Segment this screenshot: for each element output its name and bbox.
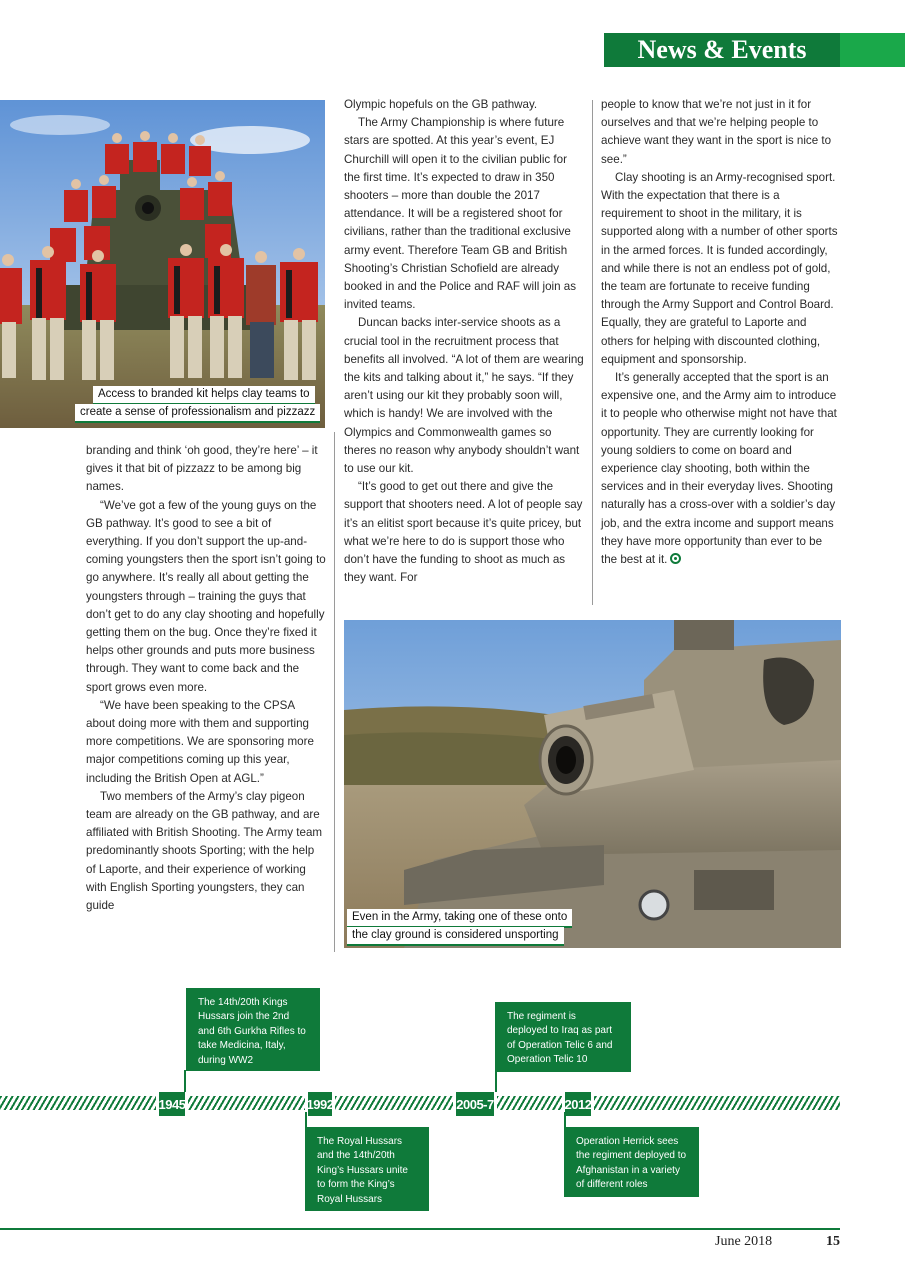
article-paragraph <box>601 169 841 369</box>
tank-photo <box>344 620 841 948</box>
footer-date: June 2018 <box>715 1234 773 1249</box>
team-photo <box>0 100 325 428</box>
article-column-1 <box>86 442 326 915</box>
article-paragraph-text: It’s generally accepted that the sport is an expensive one, and the Army aim to introduce it to people who otherwise might not have that opportunity. They are currently looking for young soldiers to come on board and experience clay shooting, both within the services and in their everyday lives. Shooting naturally has a cross-over with a soldier’s day job, and the extra income and support means they have more opportunity than ever to be the best at it. <box>601 371 837 567</box>
article-paragraph: branding and think ‘oh good, they’re here’ – it gives it that bit of pizzazz to be among big names. <box>86 444 318 494</box>
footer-rule <box>0 1228 840 1230</box>
timeline-event-2005-7: The regiment is deployed to Iraq as part of Operation Telic 6 and Operation Telic 10 <box>495 1002 631 1072</box>
article-paragraph: Two members of the Army’s clay pigeon team are already on the GB pathway, and are affiliated with British Shooting. The Army team predominantly shoots Sporting; with the help of Laporte, and their experience of working with English Sporting youngsters, they can guide <box>86 789 323 913</box>
timeline-year-2012: 2012 <box>562 1092 594 1116</box>
article-column-2 <box>344 96 584 587</box>
article-paragraph: people to know that we’re not just in it for ourselves and that we’re helping people to achieve want they want in the sport is nice to see.” <box>601 98 832 166</box>
article-paragraph: “We’ve got a few of the young guys on the GB pathway. It’s good to see a bit of everything. If you don’t support the up-and-coming youngsters then the sport isn’t going to go anywhere. It’s really all about getting the youngsters through – training the guys that don’t get to do any clay shooting and hopefully getting them on the bug. Once they’re fixed it helps other grounds and puts more business through. They want to come back and the sport grows even more. <box>86 498 326 694</box>
timeline-event-1992: The Royal Hussars and the 14th/20th King’s Hussars unite to form the King’s Royal Hussars <box>305 1127 429 1211</box>
timeline-year-1992: 1992 <box>305 1092 335 1116</box>
end-mark-icon <box>670 553 681 564</box>
section-title: News & Events <box>604 33 840 67</box>
tank-photo-caption-line-1: Even in the Army, taking one of these onto <box>347 909 572 928</box>
page-number: 15 <box>826 1234 840 1249</box>
article-column-3 <box>601 96 841 569</box>
column-divider <box>592 100 593 605</box>
tank-photo-caption-line-2: the clay ground is considered unsporting <box>347 927 564 946</box>
article-paragraph: Duncan backs inter-service shoots as a crucial tool in the recruitment process that benefits all involved. “A lot of them are wearing the kits and talking about it,” he says. “If they aren’t using our kit they probably soon will, which is handy! We are involved with the Olympics and Commonwealth games so theres no reason why anybody shouldn’t want to use our kit. <box>344 316 584 476</box>
article-paragraph: “It’s good to get out there and give the support that shooters need. A lot of people say it’s an elitist sport because it’s quite pricey, but what we’re here to do is support those who don’t have the funding to shoot as much as they want. For <box>344 480 583 585</box>
article-paragraph: Olympic hopefuls on the GB pathway. <box>344 98 538 111</box>
team-photo-caption-line-1: Access to branded kit helps clay teams to <box>93 386 315 405</box>
timeline-event-2012: Operation Herrick sees the regiment deployed to Afghanistan in a variety of different roles <box>564 1127 699 1197</box>
team-photo-caption-line-2: create a sense of professionalism and pizzazz <box>75 404 320 423</box>
timeline-bar <box>0 1096 840 1110</box>
article-paragraph: The Army Championship is where future stars are spotted. At this year’s event, EJ Churchill will open it to the civilian public for the first time. It’s expected to draw in 350 shooters – more than double the 2017 attendance. It will be a registered shoot for civilians, rather than the traditional exclusive army event. Therefore Team GB and British Shooting’s Christian Schofield are already booked in and the Police and RAF will join as invited teams. <box>344 116 577 312</box>
timeline-event-1945: The 14th/20th Kings Hussars join the 2nd and 6th Gurkha Rifles to take Medicina, Italy, during WW2 <box>186 988 320 1071</box>
timeline-year-2005-7: 2005-7 <box>453 1092 497 1116</box>
article-paragraph <box>601 369 841 569</box>
section-banner-tail <box>840 33 905 67</box>
article-paragraph: “We have been speaking to the CPSA about doing more with them and supporting more competitions. We are sponsoring more major competitions coming up this year, including the British Open at AGL.” <box>86 698 314 785</box>
timeline-year-1945: 1945 <box>156 1092 188 1116</box>
column-divider <box>334 432 335 952</box>
article-paragraph-text: Clay shooting is an Army-recognised sport. With the expectation that there is a requirement to shoot in the military, it is supported along with a number of other sports in the armed forces. It is funded accordingly, and while there is not an endless pot of gold, the team are fortunate to receive funding through the Army Support and Control Board. Equally, they are grateful to Laporte and others for helping with discounted clothing, equipment and sponsorship. <box>601 170 838 366</box>
